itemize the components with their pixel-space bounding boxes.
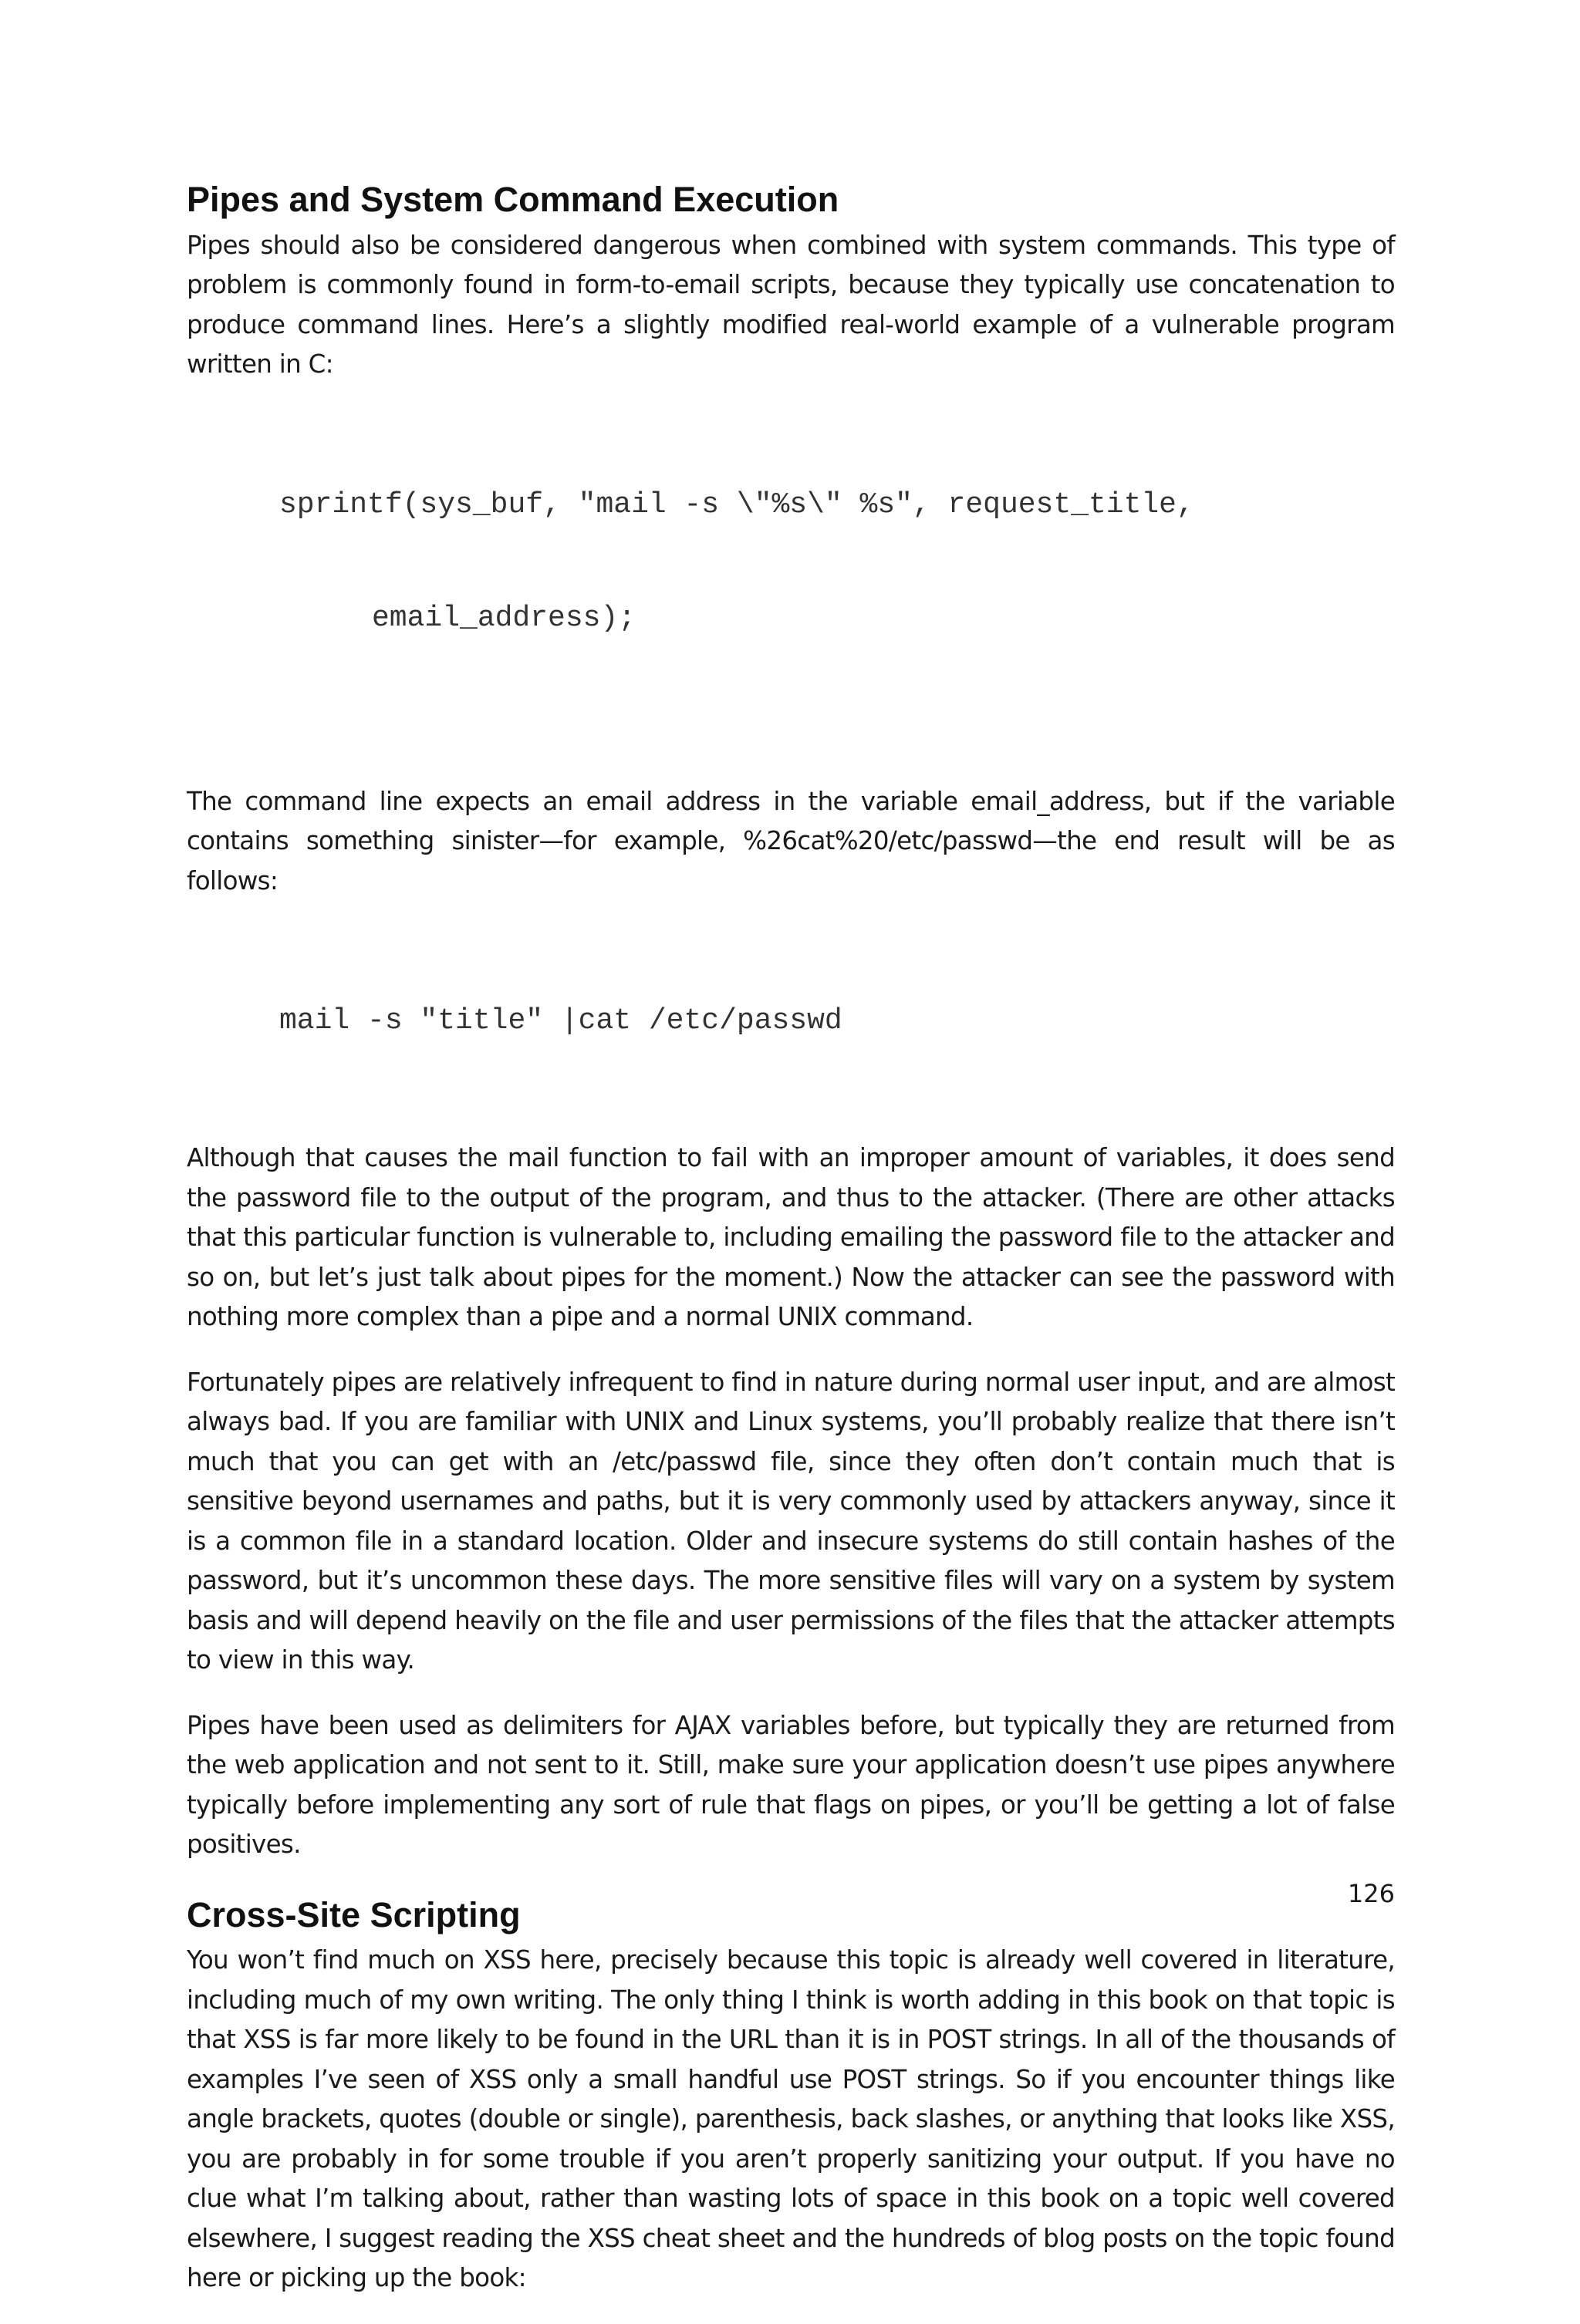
- paragraph-mail-function: Although that causes the mail function to fail with an improper amount of variables, it does send the password file to the output of the program, and thus to the attacker. (There are other attacks that this particular function is vulnerable to, including emailing the password file to the attacker and so on, but let’s just talk about pipes for the moment.) Now the attacker can see the password with nothing more complex than a pipe and a normal UNIX command.: [187, 1143, 1395, 1331]
- code-line: email_address);: [372, 601, 636, 635]
- code-line: sprintf(sys_buf, "mail -s \"%s\" %s", request_title,: [279, 487, 1194, 521]
- paragraph-pipes-infrequent: Fortunately pipes are relatively infrequent to find in nature during normal user input, and are almost always bad. If you are familiar with UNIX and Linux systems, you’ll probably realize that there isn’t much that you can get with an /etc/passwd file, since they often don’t contain much that is sensitive beyond usernames and paths, but it is very commonly used by attackers anyway, since it is a common file in a standard location. Older and insecure systems do still contain hashes of the password, but it’s uncommon these days. The more sensitive files will vary on a system by system basis and will depend heavily on the file and user permissions of the files that the attacker attempts to view in this way.: [187, 1367, 1395, 1675]
- code-block-sprintf: [187, 410, 1395, 713]
- code-line: mail -s "title" |cat /etc/passwd: [279, 1004, 842, 1037]
- section-heading-pipes: Pipes and System Command Execution: [187, 180, 839, 219]
- paragraph-xss: You won’t find much on XSS here, precisely because this topic is already well covered in literature, including much of my own writing. The only thing I think is worth adding in this book on that topic is that XSS is far more likely to be found in the URL than it is in POST strings. In all of the thousands of examples I’ve seen of XSS only a small handful use POST strings. So if you encounter things like angle brackets, quotes (double or single), parenthesis, back slashes, or anything that looks like XSS, you are probably in for some trouble if you aren’t properly sanitizing your output. If you have no clue what I’m talking about, rather than wasting lots of space in this book on a topic well covered elsewhere, I suggest reading the XSS cheat sheet and the hundreds of blog posts on the topic found here or picking up the book:: [187, 1945, 1395, 2292]
- section-heading-xss: Cross-Site Scripting: [187, 1894, 521, 1934]
- document-page: [187, 177, 1395, 2324]
- paragraph-command-line: The command line expects an email address in the variable email_address, but if the variable contains something sinister—for example, %26cat%20/etc/passwd—the end result will be as follows:: [187, 786, 1395, 896]
- paragraph-pipes-intro: Pipes should also be considered dangerous when combined with system commands. This type of problem is commonly found in form-to-email scripts, because they typically use concatenation to produce command lines. Here’s a slightly modified real-world example of a vulnerable program written in C:: [187, 230, 1395, 379]
- paragraph-pipes-ajax: Pipes have been used as delimiters for AJAX variables before, but typically they are returned from the web application and not sent to it. Still, make sure your application doesn’t use pipes anywhere typically before implementing any sort of rule that flags on pipes, or you’ll be getting a lot of false positives.: [187, 1710, 1395, 1859]
- page-number: 126: [1347, 1879, 1395, 1908]
- code-block-mail: [187, 926, 1395, 1115]
